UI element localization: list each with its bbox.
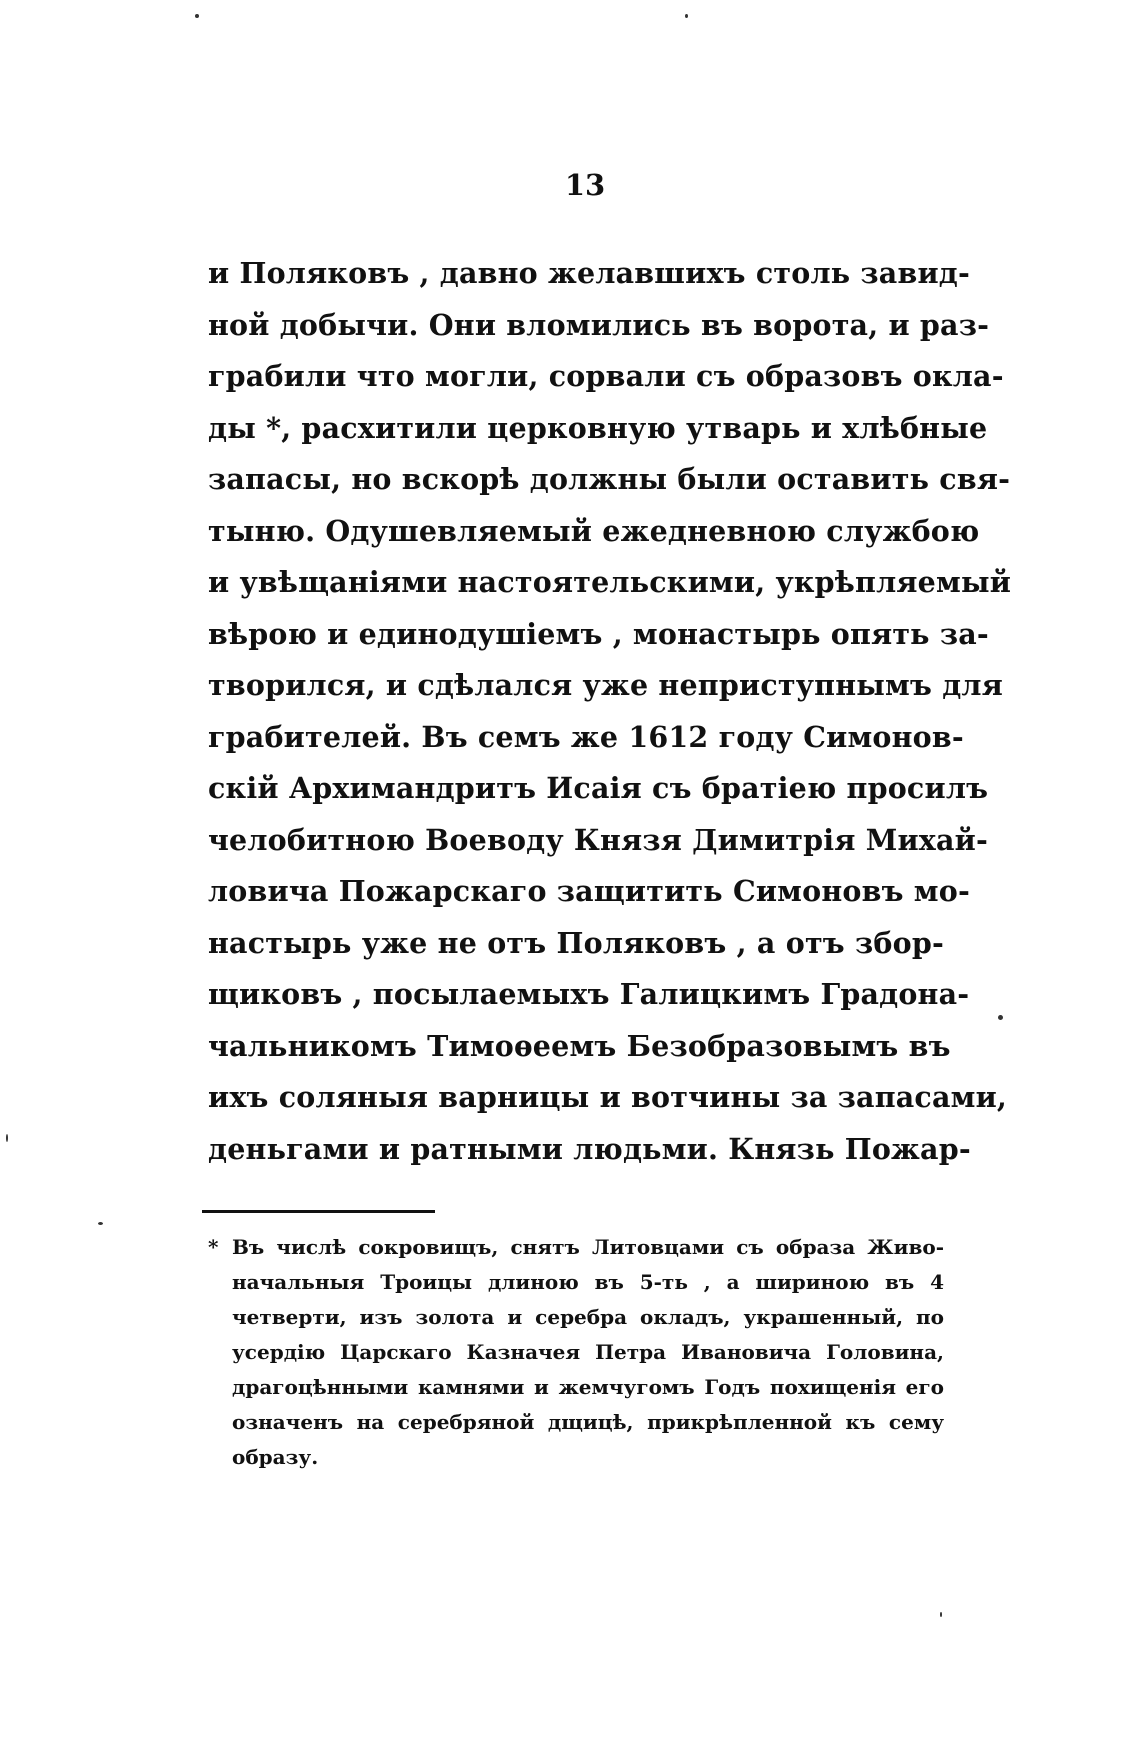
footnote-line: усердію Царскаго Казначея Петра Ивановича Головина, (232, 1340, 944, 1364)
text-line: и Поляковъ , давно желавшихъ столь завид- (208, 256, 971, 290)
scan-speck (6, 1134, 8, 1142)
footnote-line: образу. (232, 1445, 319, 1469)
text-line: щиковъ , посылаемыхъ Галицкимъ Градона- (208, 977, 970, 1011)
footnote-line: означенъ на серебряной дщицѣ, прикрѣпленной къ сему (232, 1410, 944, 1434)
text-line: челобитною Воеводу Князя Димитрія Михай- (208, 822, 989, 857)
text-line: вѣрою и единодушіемъ , монастырь опять за- (208, 616, 989, 651)
scan-speck (685, 14, 688, 18)
text-line: настырь уже не отъ Поляковъ , а отъ збор- (208, 925, 944, 960)
scan-speck (98, 1222, 103, 1225)
text-line: ды *, расхитили церковную утварь и хлѣбные (208, 410, 988, 445)
text-line: запасы, но вскорѣ должны были оставить свя- (208, 462, 1011, 496)
footnote-line: начальныя Троицы длиною въ 5-ть , а шириною въ 4 (232, 1270, 944, 1294)
text-line: деньгами и ратными людьми. Князь Пожар- (208, 1131, 971, 1166)
scan-speck (998, 1015, 1003, 1020)
page-number: 13 (564, 168, 606, 202)
scan-speck (195, 14, 199, 18)
text-line: ихъ соляныя варницы и вотчины за запасами, (208, 1080, 1008, 1114)
text-line: скій Архимандритъ Исаія съ братіею просилъ (208, 771, 989, 805)
footnote-line: драгоцѣнными камнями и жемчугомъ Годъ похищенія его (232, 1375, 944, 1399)
text-line: творился, и сдѣлался уже неприступнымъ для (208, 668, 1003, 702)
footnote-mark: * (208, 1235, 219, 1259)
text-line: грабителей. Въ семъ же 1612 году Симонов- (208, 719, 964, 754)
footnote-line: четверти, изъ золота и серебра окладъ, украшенный, по (232, 1305, 944, 1329)
footnote-line: Въ числѣ сокровищъ, снятъ Литовцами съ образа Живо- (232, 1235, 944, 1259)
text-line: и увѣщаніями настоятельскими, укрѣпляемый (208, 565, 1012, 599)
text-line: чальникомъ Тимоѳеемъ Безобразовымъ въ (208, 1028, 951, 1063)
footnote (208, 1230, 944, 1475)
scan-speck (940, 1612, 942, 1617)
main-text (208, 248, 1012, 1175)
text-line: ловича Пожарскаго защитить Симоновъ мо- (208, 874, 970, 908)
text-line: ной добычи. Они вломились въ ворота, и раз- (208, 307, 990, 342)
text-line: тыню. Одушевляемый ежедневною службою (208, 513, 980, 548)
footnote-separator (202, 1210, 435, 1213)
text-line: грабили что могли, сорвали съ образовъ окла- (208, 359, 1004, 393)
